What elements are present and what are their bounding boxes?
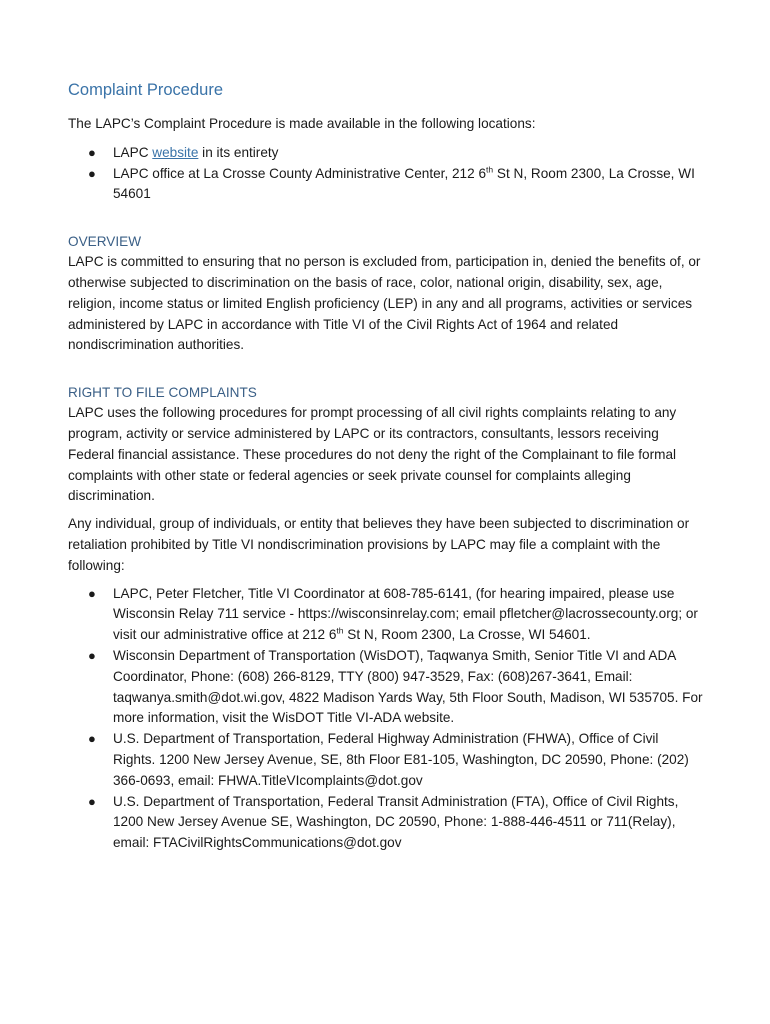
contact-lapc-end: St N, Room 2300, La Crosse, WI 54601. bbox=[343, 627, 591, 643]
document-page bbox=[68, 78, 704, 854]
location-text-prefix: LAPC bbox=[113, 144, 153, 160]
list-item bbox=[68, 792, 704, 854]
address-text: LAPC office at La Crosse County Administrative Center, 212 6 bbox=[113, 165, 487, 181]
contact-lapc: LAPC, Peter Fletcher, Title VI Coordinator at 608-785-6141, (for hearing impaired, please use Wisconsin Relay 711 service - https://wisconsinrelay.com; email pfletcher@lacrossecounty.org; or visit our administrative office at 212 6 bbox=[113, 585, 698, 643]
ordinal-suffix: th bbox=[486, 164, 494, 175]
bullet-icon: ● bbox=[88, 585, 96, 601]
list-item bbox=[68, 584, 704, 646]
intro-text: The LAPC’s Complaint Procedure is made available in the following locations: bbox=[68, 116, 536, 131]
contact-fhwa: U.S. Department of Transportation, Federal Highway Administration (FHWA), Office of Civil Rights. 1200 New Jersey Avenue, SE, 8th Floor E81-105, Washington, DC 20590, Phone: (202) 366-0693, email: FHWA.TitleVIcomplaints@dot.gov bbox=[113, 731, 689, 788]
bullet-icon: ● bbox=[88, 144, 96, 160]
address-text-end: St N, Room 2300, La Crosse, WI 54601 bbox=[113, 165, 695, 202]
list-item bbox=[68, 646, 704, 729]
contact-fta: U.S. Department of Transportation, Federal Transit Administration (FTA), Office of Civil Rights, 1200 New Jersey Avenue SE, Washington, DC 20590, Phone: 1-888-446-4511 or 711(Relay), email: FTACivilRightsCommunications@dot.gov bbox=[113, 793, 679, 851]
contacts-list bbox=[68, 584, 704, 854]
website-link[interactable]: website bbox=[152, 144, 199, 160]
contact-wisdot: Wisconsin Department of Transportation (WisDOT), Taqwanya Smith, Senior Title VI and ADA Coordinator, Phone: (608) 266-8129, TTY (800) 947-3529, Fax: (608)267-3641, Email: taqwanya.smith@dot.wi.gov, 4822 Madison Yards Way, 5th Floor South, Madison, WI 535705. For more information, visit the WisDOT Title VI-ADA website. bbox=[113, 647, 703, 726]
page-title: Complaint Procedure bbox=[68, 81, 223, 99]
right-to-file-paragraph-1: LAPC uses the following procedures for prompt processing of all civil rights complaints relating to any program, activity or service administered by LAPC or its contractors, consultants, lessors receiving Federal financial assistance. These procedures do not deny the right of the Complainant to file formal complaints with other state or federal agencies or seek private counsel for complaints alleging discrimination. bbox=[68, 405, 677, 504]
right-to-file-paragraph-2: Any individual, group of individuals, or entity that believes they have been subjected to discrimination or retaliation prohibited by Title VI nondiscrimination provisions by LAPC may file a complaint with the following: bbox=[68, 516, 690, 573]
right-to-file-heading: RIGHT TO FILE COMPLAINTS bbox=[68, 385, 257, 401]
bullet-icon: ● bbox=[88, 731, 96, 747]
list-item bbox=[68, 143, 704, 164]
list-item bbox=[68, 729, 704, 791]
bullet-icon: ● bbox=[88, 793, 96, 809]
bullet-icon: ● bbox=[88, 647, 96, 663]
bullet-icon: ● bbox=[88, 165, 96, 181]
locations-list bbox=[68, 143, 704, 205]
list-item bbox=[68, 164, 704, 206]
location-text-suffix: in its entirety bbox=[198, 144, 279, 160]
overview-body: LAPC is committed to ensuring that no person is excluded from, participation in, denied the benefits of, or otherwise subjected to discrimination on the basis of race, color, national origin, disability, sex, age, religion, income status or limited English proficiency (LEP) in any and all programs, activities or services administered by LAPC in accordance with Title VI of the Civil Rights Act of 1964 and related nondiscrimination authorities. bbox=[68, 254, 701, 353]
ordinal-suffix: th bbox=[336, 625, 344, 636]
overview-heading: OVERVIEW bbox=[68, 234, 142, 250]
